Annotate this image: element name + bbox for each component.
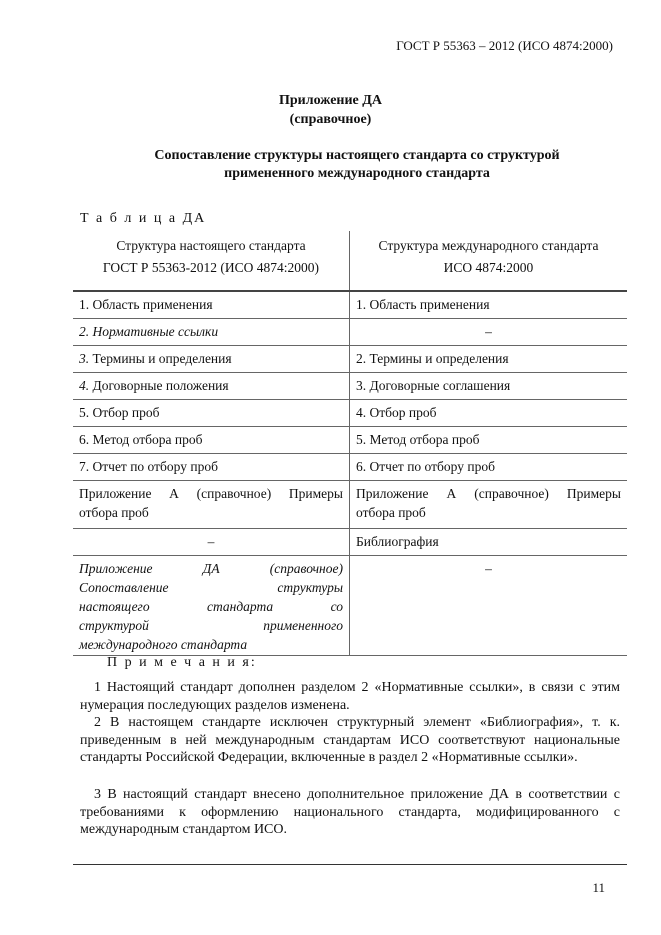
cell-line: Приложение А (справочное) Примеры bbox=[356, 486, 621, 501]
table-row bbox=[73, 427, 627, 454]
section-number: 4. bbox=[79, 378, 90, 393]
table-cell: 5. Метод отбора проб bbox=[350, 427, 628, 454]
note-item: 2 В настоящем стандарте исключен структурный элемент «Библиография», т. к. приведенным в ней международным стандартам ИСО соответствуют национальные стандарты Российской Федерации, включенные в раздел 2 «Нормативные ссылки». bbox=[80, 715, 620, 765]
table-cell bbox=[73, 556, 350, 656]
cell-line: структурой примененного bbox=[79, 618, 343, 633]
table-cell: – bbox=[73, 529, 350, 556]
table-cell bbox=[73, 481, 350, 529]
table-cell: 1. Область применения bbox=[350, 291, 628, 319]
appendix-subtitle: (справочное) bbox=[289, 112, 372, 127]
table-row bbox=[73, 346, 627, 373]
header-cell-line: ГОСТ Р 55363-2012 (ИСО 4874:2000) bbox=[102, 260, 320, 275]
table-cell: 4. Отбор проб bbox=[350, 400, 628, 427]
header-cell-line: Структура настоящего стандарта bbox=[116, 238, 306, 253]
table-cell: 6. Метод отбора проб bbox=[73, 427, 350, 454]
table-row bbox=[73, 481, 627, 529]
table-row bbox=[73, 454, 627, 481]
cell-line: международного стандарта bbox=[79, 637, 248, 652]
table-cell: 6. Отчет по отбору проб bbox=[350, 454, 628, 481]
table-row bbox=[73, 400, 627, 427]
comparison-table bbox=[73, 231, 627, 656]
section-title: Договорные положения bbox=[89, 378, 229, 393]
table-cell: 7. Отчет по отбору проб bbox=[73, 454, 350, 481]
note-item: 3 В настоящий стандарт внесено дополнительное приложение ДА в соответствии с требованиями к оформлению национального стандарта, модифицированного с международным стандартом ИСО. bbox=[80, 787, 620, 837]
section-title: Термины и определения bbox=[89, 351, 232, 366]
page-number: 11 bbox=[592, 880, 605, 895]
table-cell bbox=[350, 481, 628, 529]
document-header: ГОСТ Р 55363 – 2012 (ИСО 4874:2000) bbox=[396, 38, 613, 53]
comparison-heading-line1: Сопоставление структуры настоящего стандарта со структурой bbox=[154, 148, 560, 163]
table-cell: – bbox=[350, 556, 628, 656]
table-row bbox=[73, 529, 627, 556]
cell-line: Приложение А (справочное) Примеры bbox=[79, 486, 343, 501]
table-cell: 3. Договорные соглашения bbox=[350, 373, 628, 400]
notes-label: П р и м е ч а н и я: bbox=[107, 655, 257, 670]
header-cell-international bbox=[350, 231, 628, 291]
table-cell: – bbox=[350, 319, 628, 346]
table-row bbox=[73, 319, 627, 346]
cell-line: Приложение ДА (справочное) bbox=[79, 561, 343, 576]
cell-line: настоящего стандарта со bbox=[79, 599, 343, 614]
table-caption: Т а б л и ц а ДА bbox=[80, 211, 207, 226]
table-cell bbox=[73, 346, 350, 373]
table-header-row bbox=[73, 231, 627, 291]
section-number: 3. bbox=[79, 351, 90, 366]
table-row bbox=[73, 291, 627, 319]
cell-line: отбора проб bbox=[79, 505, 149, 520]
table-row bbox=[73, 556, 627, 656]
header-cell-line: ИСО 4874:2000 bbox=[443, 260, 534, 275]
table-cell bbox=[73, 373, 350, 400]
header-cell-national bbox=[73, 231, 350, 291]
header-cell-line: Структура международного стандарта bbox=[378, 238, 599, 253]
cell-line: отбора проб bbox=[356, 505, 426, 520]
table-row bbox=[73, 373, 627, 400]
cell-line: Сопоставление структуры bbox=[79, 580, 343, 595]
table-cell: 5. Отбор проб bbox=[73, 400, 350, 427]
table-cell: 2. Термины и определения bbox=[350, 346, 628, 373]
appendix-title: Приложение ДА bbox=[278, 93, 383, 108]
note-item: 1 Настоящий стандарт дополнен разделом 2 «Нормативные ссылки», в связи с этим нумерация последующих разделов изменена. bbox=[80, 680, 620, 713]
table-cell: Библиография bbox=[350, 529, 628, 556]
comparison-heading-line2: примененного международного стандарта bbox=[224, 166, 490, 181]
footer-divider bbox=[73, 864, 627, 865]
table-cell: 2. Нормативные ссылки bbox=[73, 319, 350, 346]
table-cell: 1. Область применения bbox=[73, 291, 350, 319]
